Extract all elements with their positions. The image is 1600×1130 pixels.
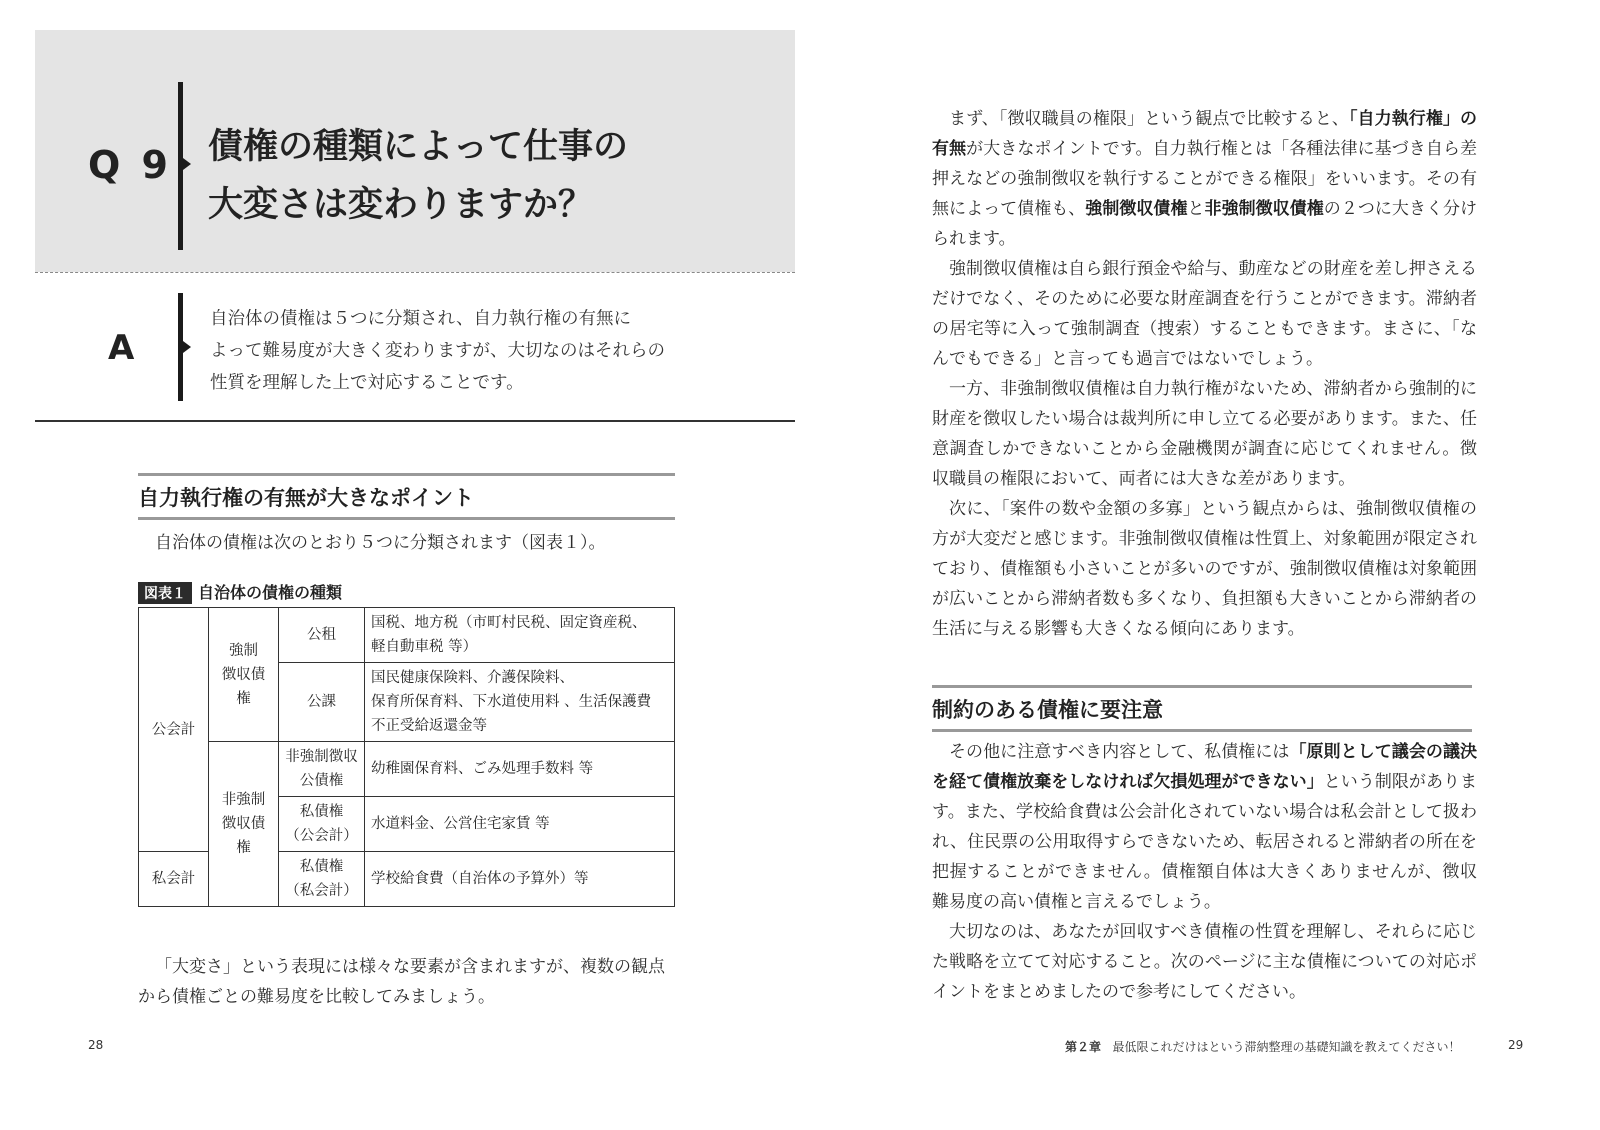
table-cell-type: 公課 bbox=[279, 663, 365, 742]
table-cell-type: 非強制徴収 公債権 bbox=[279, 742, 365, 797]
question-title-line2: 大変さは変わりますか？ bbox=[208, 185, 594, 225]
emphasis: 「原則として議会の議決を経て債権放棄をしなければ欠損処理ができない」 bbox=[932, 742, 1477, 792]
question-number: Q 9 bbox=[88, 143, 172, 187]
paragraph: 大切なのは、あなたが回収すべき債権の性質を理解し、それらに応じた戦略を立てて対応すること。次のページに主な債権についての対応ポイントをまとめましたので参考にしてください。 bbox=[932, 922, 1477, 1002]
paragraph: 強制徴収債権は自ら銀行預金や給与、動産などの財産を差し押さえるだけでなく、そのために必要な財産調査を行うことができます。滞納者の居宅等に入って強制調査（捜索）することもできます。まさに、「なんでもできる」と言っても過言ではないでしょう。 bbox=[932, 259, 1477, 369]
page-number-left: 28 bbox=[88, 1038, 104, 1052]
table-row bbox=[139, 608, 675, 663]
text-run: と bbox=[1187, 199, 1205, 219]
claims-type-table bbox=[138, 607, 675, 907]
table-cell-private: 私会計 bbox=[139, 852, 209, 907]
section1-intro: 自治体の債権は次のとおり５つに分類されます（図表１）。 bbox=[155, 533, 606, 553]
table-cell-type: 私債権 （公会計） bbox=[279, 797, 365, 852]
table-cell-nonforced: 非強制 徴収債権 bbox=[209, 742, 279, 907]
figure-title: 自治体の債権の種類 bbox=[198, 583, 343, 602]
table-cell-public: 公会計 bbox=[139, 608, 209, 852]
answer-line: よって難易度が大きく変わりますが、大切なのはそれらの bbox=[210, 341, 665, 361]
text-run: が大きなポイントです。自力執行権とは「各種法律に基づき自ら差押えなどの強制徴収を執行することができる権限」をいいます。その有無によって債権も、 bbox=[932, 139, 1478, 219]
running-header bbox=[1065, 1038, 1460, 1055]
text-run: の２つに大きく分けられます。 bbox=[932, 199, 1478, 249]
running-title: 最低限これだけはという滞納整理の基礎知識を教えてください！ bbox=[1112, 1040, 1461, 1054]
answer-text bbox=[210, 303, 680, 399]
answer-pointer-icon bbox=[183, 341, 191, 353]
answer-line: 自治体の債権は５つに分類され、自力執行権の有無に bbox=[210, 309, 632, 329]
section-heading-execution-right: 自力執行権の有無が大きなポイント bbox=[138, 473, 675, 520]
answer-rule bbox=[35, 420, 795, 422]
running-chapter: 第２章 bbox=[1065, 1040, 1102, 1054]
table-cell-examples: 幼稚園保育料、ごみ処理手数料 等 bbox=[365, 742, 675, 797]
figure-caption bbox=[138, 580, 342, 604]
paragraph: 一方、非強制徴収債権は自力執行権がないため、滞納者から強制的に財産を徴収したい場合は裁判所に申し立てる必要があります。また、任意調査しかできないことから金融機関が調査に応じてくれません。徴収職員の権限において、両者には大きな差があります。 bbox=[932, 379, 1477, 489]
paragraph: 次に、「案件の数や金額の多寡」という観点からは、強制徴収債権の方が大変だと感じます。非強制徴収債権は性質上、対象範囲が限定されており、債権額も小さいことが多いのですが、強制徴収債権は対象範囲が広いことから滞納者数も多くなり、負担額も大きいことから滞納者の生活に与える影響も大きくなる傾向にあります。 bbox=[932, 499, 1477, 639]
table-cell-type: 私債権 （私会計） bbox=[279, 852, 365, 907]
table-row bbox=[139, 742, 675, 797]
table-cell-examples: 国民健康保険料、介護保険料、 保育所保育料、下水道使用料 、生活保護費 不正受給返還金等 bbox=[365, 663, 675, 742]
page-number-right: 29 bbox=[1508, 1038, 1524, 1052]
paragraph bbox=[932, 104, 1477, 254]
emphasis: 強制徴収債権 bbox=[1085, 199, 1188, 219]
text-run: その他に注意すべき内容として、私債権には bbox=[949, 742, 1290, 762]
emphasis: 「自力執行権」の有無 bbox=[932, 109, 1478, 159]
question-title-line1: 債権の種類によって仕事の bbox=[208, 127, 629, 167]
table-cell-examples: 国税、地方税（市町村民税、固定資産税、 軽自動車税 等） bbox=[365, 608, 675, 663]
answer-line: 性質を理解した上で対応することです。 bbox=[210, 373, 524, 393]
question-divider bbox=[35, 272, 795, 273]
figure-tag: 図表１ bbox=[138, 582, 192, 604]
right-column-text bbox=[932, 104, 1477, 644]
question-pointer-icon bbox=[183, 158, 191, 170]
section2-text bbox=[932, 737, 1477, 1007]
table-cell-examples: 水道料金、公営住宅家賃 等 bbox=[365, 797, 675, 852]
paragraph bbox=[932, 737, 1477, 917]
table-cell-type: 公租 bbox=[279, 608, 365, 663]
question-title bbox=[208, 118, 768, 234]
table-cell-forced: 強制 徴収債権 bbox=[209, 608, 279, 742]
section-heading-restricted-claims: 制約のある債権に要注意 bbox=[932, 685, 1472, 732]
answer-label: A bbox=[108, 328, 135, 368]
text-run: まず、「徴収職員の権限」という観点で比較すると、 bbox=[949, 109, 1349, 129]
table-cell-examples: 学校給食費（自治体の予算外）等 bbox=[365, 852, 675, 907]
text-run: という制限があります。また、学校給食費は公会計化されていない場合は私会計として扱われ、住民票の公用取得すらできないため、転居されると滞納者の所在を把握することができません。債権額自体は大きくありませんが、徴収難易度の高い債権と言えるでしょう。 bbox=[932, 772, 1478, 912]
emphasis: 非強制徴収債権 bbox=[1204, 199, 1324, 219]
section1-closing: 「大変さ」という表現には様々な要素が含まれますが、複数の観点から債権ごとの難易度を比較してみましょう。 bbox=[138, 957, 665, 1007]
